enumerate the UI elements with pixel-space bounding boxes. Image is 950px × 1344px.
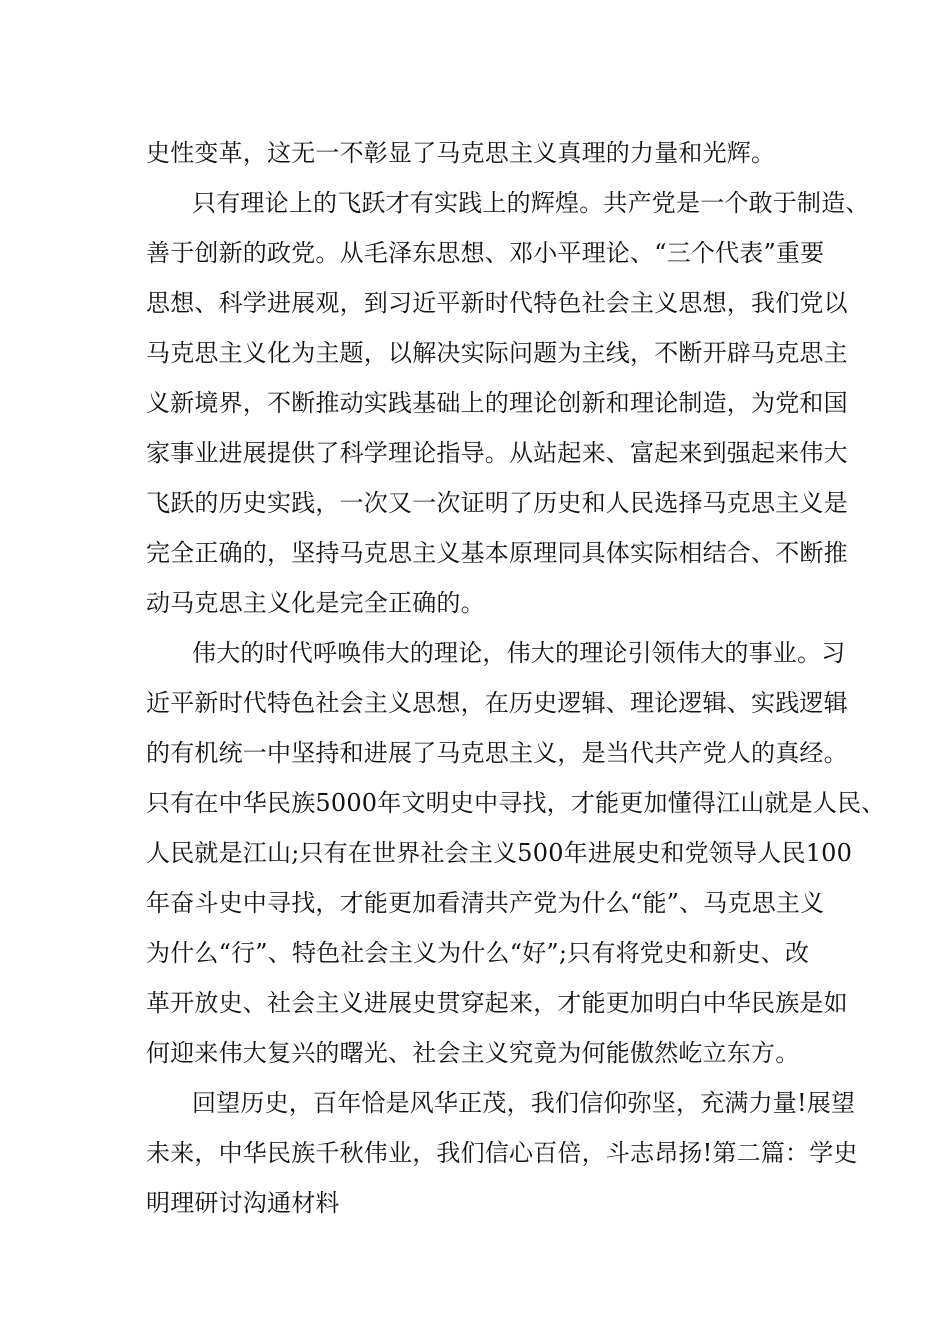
text-line: 马克思主义化为主题，以解决实际问题为主线，不断开辟马克思主	[146, 339, 848, 367]
text-line: 明理研讨沟通材料	[146, 1189, 340, 1217]
text-line: 革开放史、社会主义进展史贯穿起来，才能更加明白中华民族是如	[146, 989, 848, 1017]
text-line: 只有在中华民族5000年文明史中寻找，才能更加懂得江山就是人民、	[146, 789, 886, 817]
paragraph-start-line: 伟大的时代呼唤伟大的理论，伟大的理论引领伟大的事业。习	[192, 639, 846, 667]
text-line: 义新境界，不断推动实践基础上的理论创新和理论制造，为党和国	[146, 389, 848, 417]
text-line: 未来，中华民族千秋伟业，我们信心百倍，斗志昂扬!第二篇：学史	[146, 1139, 858, 1167]
text-line: 飞跃的历史实践，一次又一次证明了历史和人民选择马克思主义是	[146, 489, 848, 517]
text-line: 善于创新的政党。从毛泽东思想、邓小平理论、“三个代表”重要	[146, 239, 825, 267]
paragraph-start-line: 回望历史，百年恰是风华正茂，我们信仰弥坚，充满力量!展望	[192, 1089, 856, 1117]
text-line: 的有机统一中坚持和进展了马克思主义，是当代共产党人的真经。	[146, 739, 848, 767]
text-line: 家事业进展提供了科学理论指导。从站起来、富起来到强起来伟大	[146, 439, 848, 467]
text-line: 动马克思主义化是完全正确的。	[146, 589, 485, 617]
text-line: 完全正确的，坚持马克思主义基本原理同具体实际相结合、不断推	[146, 539, 848, 567]
text-line: 何迎来伟大复兴的曙光、社会主义究竟为何能傲然屹立东方。	[146, 1039, 800, 1067]
text-line: 为什么“行”、特色社会主义为什么“好”;只有将党史和新史、改	[146, 939, 810, 967]
text-line: 人民就是江山;只有在世界社会主义500年进展史和党领导人民100	[146, 839, 853, 867]
text-line: 思想、科学进展观，到习近平新时代特色社会主义思想，我们党以	[146, 289, 848, 317]
text-line: 史性变革，这无一不彰显了马克思主义真理的力量和光辉。	[146, 139, 776, 167]
text-line: 近平新时代特色社会主义思想，在历史逻辑、理论逻辑、实践逻辑	[146, 689, 848, 717]
body-text	[146, 128, 886, 1228]
text-line: 年奋斗史中寻找，才能更加看清共产党为什么“能”、马克思主义	[146, 889, 825, 917]
paragraph-start-line: 只有理论上的飞跃才有实践上的辉煌。共产党是一个敢于制造、	[192, 189, 870, 217]
